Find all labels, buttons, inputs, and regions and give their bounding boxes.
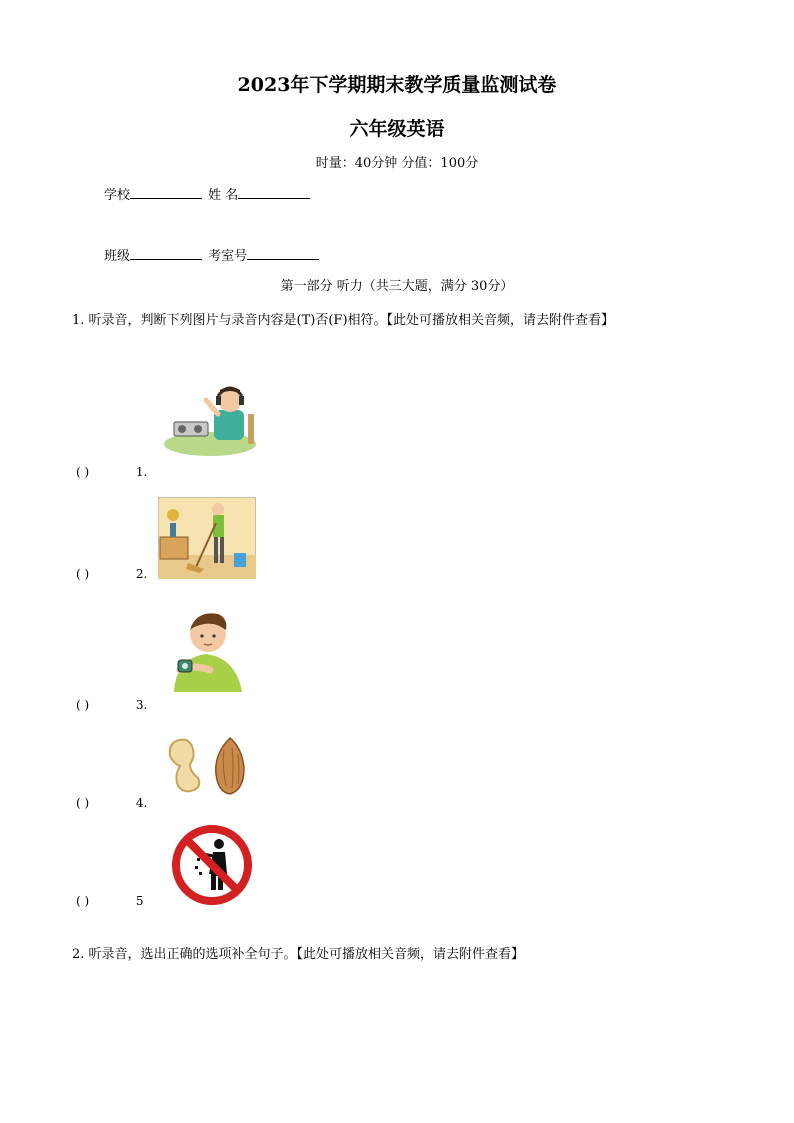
page-subtitle: 六年级英语 <box>349 118 445 140</box>
question-2 <box>72 943 524 962</box>
item-label: 2. <box>135 567 148 581</box>
class-field <box>104 245 319 264</box>
item-row-5 <box>76 894 143 908</box>
nuts-icon <box>166 736 250 796</box>
item-label: 4. <box>135 796 148 810</box>
answer-blank[interactable]: ( ) <box>76 567 90 581</box>
school-field <box>104 184 310 203</box>
page-title: 2023年下学期期末教学质量监测试卷 <box>237 74 557 96</box>
school-label: 学校 <box>104 188 131 203</box>
listening-headphones-icon <box>162 378 260 458</box>
time-info: 时量：40分钟 分值：100分 <box>315 156 479 171</box>
question-1 <box>72 309 614 328</box>
class-blank[interactable] <box>130 247 202 260</box>
room-label: 考室号 <box>208 249 248 264</box>
item-row-1 <box>76 465 147 479</box>
school-blank[interactable] <box>130 186 202 199</box>
section-title: 第一部分 听力（共三大题，满分 30分） <box>280 279 514 294</box>
name-label: 姓 名 <box>208 188 239 203</box>
answer-blank[interactable]: ( ) <box>76 894 90 908</box>
sweeping-floor-icon <box>158 497 256 579</box>
item-row-2 <box>76 567 147 581</box>
question-number: 2. <box>72 947 85 962</box>
answer-blank[interactable]: ( ) <box>76 698 90 712</box>
question-number: 1. <box>72 313 85 328</box>
boy-watch-icon <box>164 608 250 692</box>
item-row-4 <box>76 796 147 810</box>
item-label: 3. <box>135 698 148 712</box>
no-littering-icon <box>171 824 253 906</box>
item-label: 1. <box>135 465 148 479</box>
question-text: 听录音，判断下列图片与录音内容是(T)否(F)相符。【此处可播放相关音频，请去附件查看】 <box>88 313 615 328</box>
question-text: 听录音，选出正确的选项补全句子。【此处可播放相关音频，请去附件查看】 <box>88 947 525 962</box>
item-row-3 <box>76 698 147 712</box>
name-blank[interactable] <box>238 186 310 199</box>
answer-blank[interactable]: ( ) <box>76 465 90 479</box>
class-label: 班级 <box>104 249 131 264</box>
room-blank[interactable] <box>247 247 319 260</box>
answer-blank[interactable]: ( ) <box>76 796 90 810</box>
item-label: 5 <box>135 894 144 908</box>
